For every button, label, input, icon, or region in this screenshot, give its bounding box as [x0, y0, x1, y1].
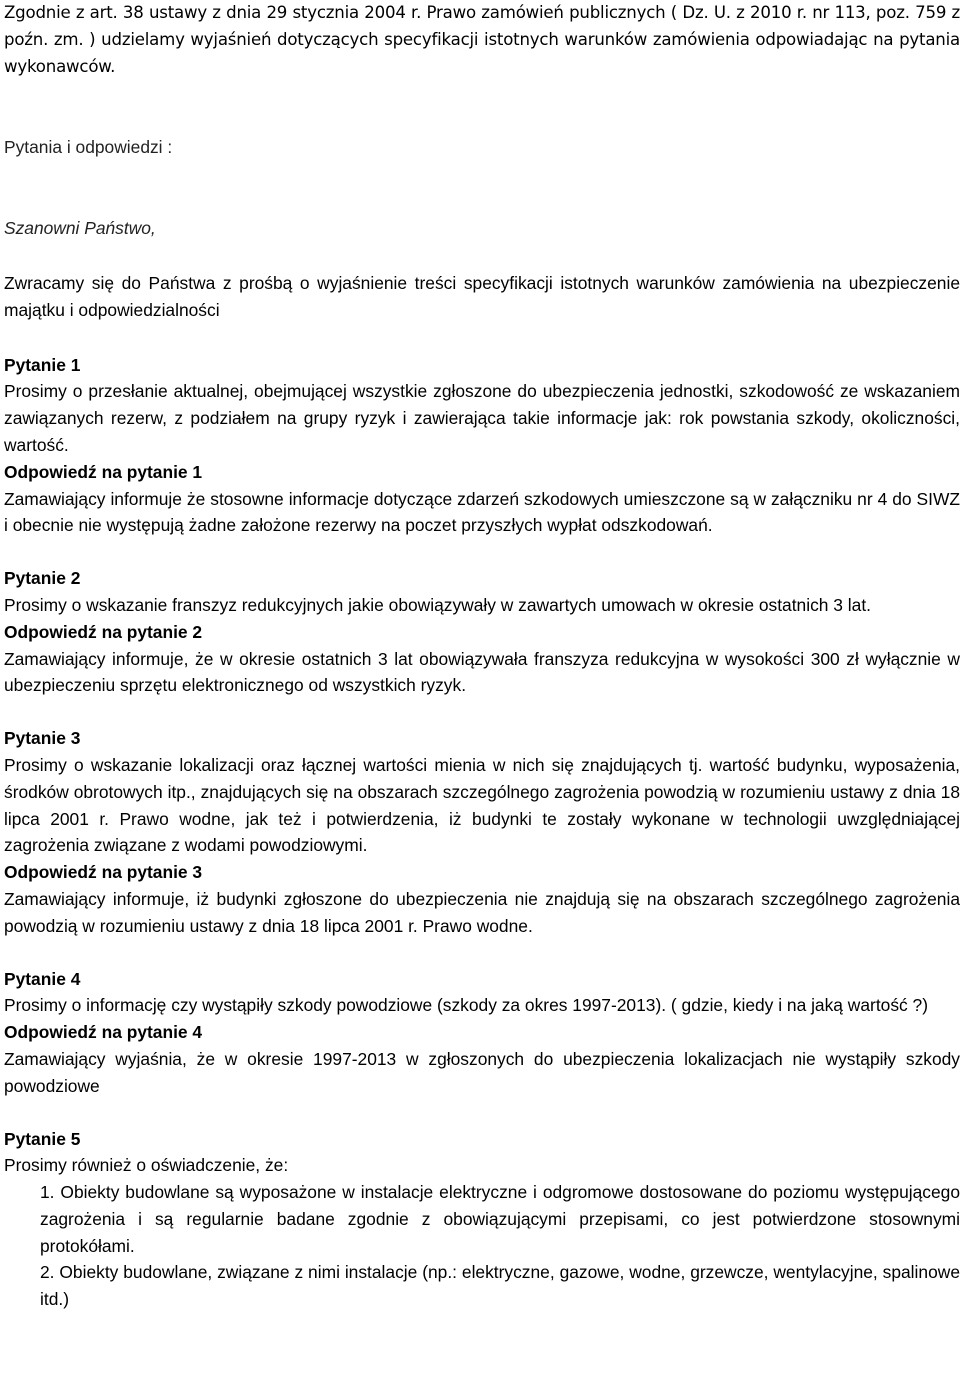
answer-heading: Odpowiedź na pytanie 4 — [4, 1022, 203, 1043]
question-heading: Pytanie 3 — [4, 728, 81, 749]
spacer — [4, 940, 960, 966]
spacer — [4, 242, 960, 270]
answer-heading: Odpowiedź na pytanie 3 — [4, 862, 203, 883]
question-heading: Pytanie 5 — [4, 1128, 81, 1149]
answer-heading: Odpowiedź na pytanie 1 — [4, 461, 203, 482]
question-heading: Pytanie 4 — [4, 968, 81, 989]
question-text: Prosimy o wskazanie lokalizacji oraz łącznej wartości mienia w nich się znajdujących tj. wartość budynku, wyposażenia, środków obrotowych itp., znajdujących się na obszarach szczególnego zagrożenia powodzią w rozumieniu ustawy z dnia 18 lipca 2001 r. Prawo wodne, jak też i potwierdzenia, iż budynki te zostały wykonane w technologii uwzględniającej zagrożenia związane z wodami powodziowymi. — [4, 754, 960, 856]
declaration-list — [4, 1179, 960, 1313]
list-item: 2. Obiekty budowlane, związane z nimi instalacje (np.: elektryczne, gazowe, wodne, grzewcze, wentylacyjne, spalinowe itd.) — [40, 1262, 960, 1310]
question-text: Prosimy o informację czy wystąpiły szkody powodziowe (szkody za okres 1997-2013). ( gdzie, kiedy i na jaką wartość ?) — [4, 995, 929, 1016]
spacer — [4, 699, 960, 725]
question-heading: Pytanie 2 — [4, 568, 81, 589]
answer-heading: Odpowiedź na pytanie 2 — [4, 621, 203, 642]
question-text: Prosimy o przesłanie aktualnej, obejmującej wszystkie zgłoszone do ubezpieczenia jednostki, szkodowość ze wskazaniem zawiązanych rezerw, z podziałem na grupy ryzyk i zawierająca takie informacje jak: rok powstania szkody, okoliczności, wartość. — [4, 381, 960, 455]
answer-text: Zamawiający informuje, że w okresie ostatnich 3 lat obowiązywała franszyza redukcyjna w wysokości 300 zł wyłącznie w ubezpieczeniu sprzętu elektronicznego od wszystkich ryzyk. — [4, 648, 960, 696]
question-heading: Pytanie 1 — [4, 354, 81, 375]
spacer — [4, 161, 960, 215]
answer-text: Zamawiający wyjaśnia, że w okresie 1997-2013 w zgłoszonych do ubezpieczenia lokalizacjach nie wystąpiły szkody powodziowe — [4, 1048, 960, 1096]
question-text: Prosimy o wskazanie franszyz redukcyjnych jakie obowiązywały w zawartych umowach w okresie ostatnich 3 lat. — [4, 594, 871, 615]
spacer — [4, 1100, 960, 1126]
spacer — [4, 324, 960, 352]
request-paragraph: Zwracamy się do Państwa z prośbą o wyjaśnienie treści specyfikacji istotnych warunków zamówienia na ubezpieczenie majątku i odpowiedzialności — [4, 272, 960, 320]
list-item: 1. Obiekty budowlane są wyposażone w instalacje elektryczne i odgromowe dostosowane do poziomu występującego zagrożenia i są regularnie badane zgodnie z obowiązującymi przepisami, co jest potwierdzone stosownymi protokółami. — [40, 1182, 960, 1256]
spacer — [4, 80, 960, 134]
answer-text: Zamawiający informuje, iż budynki zgłoszone do ubezpieczenia nie znajdują się na obszarach szczególnego zagrożenia powodzią w rozumieniu ustawy z dnia 18 lipca 2001 r. Prawo wodne. — [4, 888, 960, 936]
intro-paragraph: Zgodnie z art. 38 ustawy z dnia 29 stycznia 2004 r. Prawo zamówień publicznych ( Dz. U. z 2010 r. nr 113, poz. 759 z poźn. zm. ) udzielamy wyjaśnień dotyczących specyfikacji istotnych warunków zamówienia odpowiadając na pytania wykonawców. — [4, 3, 960, 76]
question-text: Prosimy również o oświadczenie, że: — [4, 1155, 289, 1176]
greeting: Szanowni Państwo, — [4, 218, 156, 239]
spacer — [4, 539, 960, 565]
qa-label: Pytania i odpowiedzi : — [4, 137, 173, 158]
answer-text: Zamawiający informuje że stosowne informacje dotyczące zdarzeń szkodowych umieszczone są w załączniku nr 4 do SIWZ i obecnie nie występują żadne założone rezerwy na poczet przyszłych wypłat odszkodowań. — [4, 488, 960, 536]
